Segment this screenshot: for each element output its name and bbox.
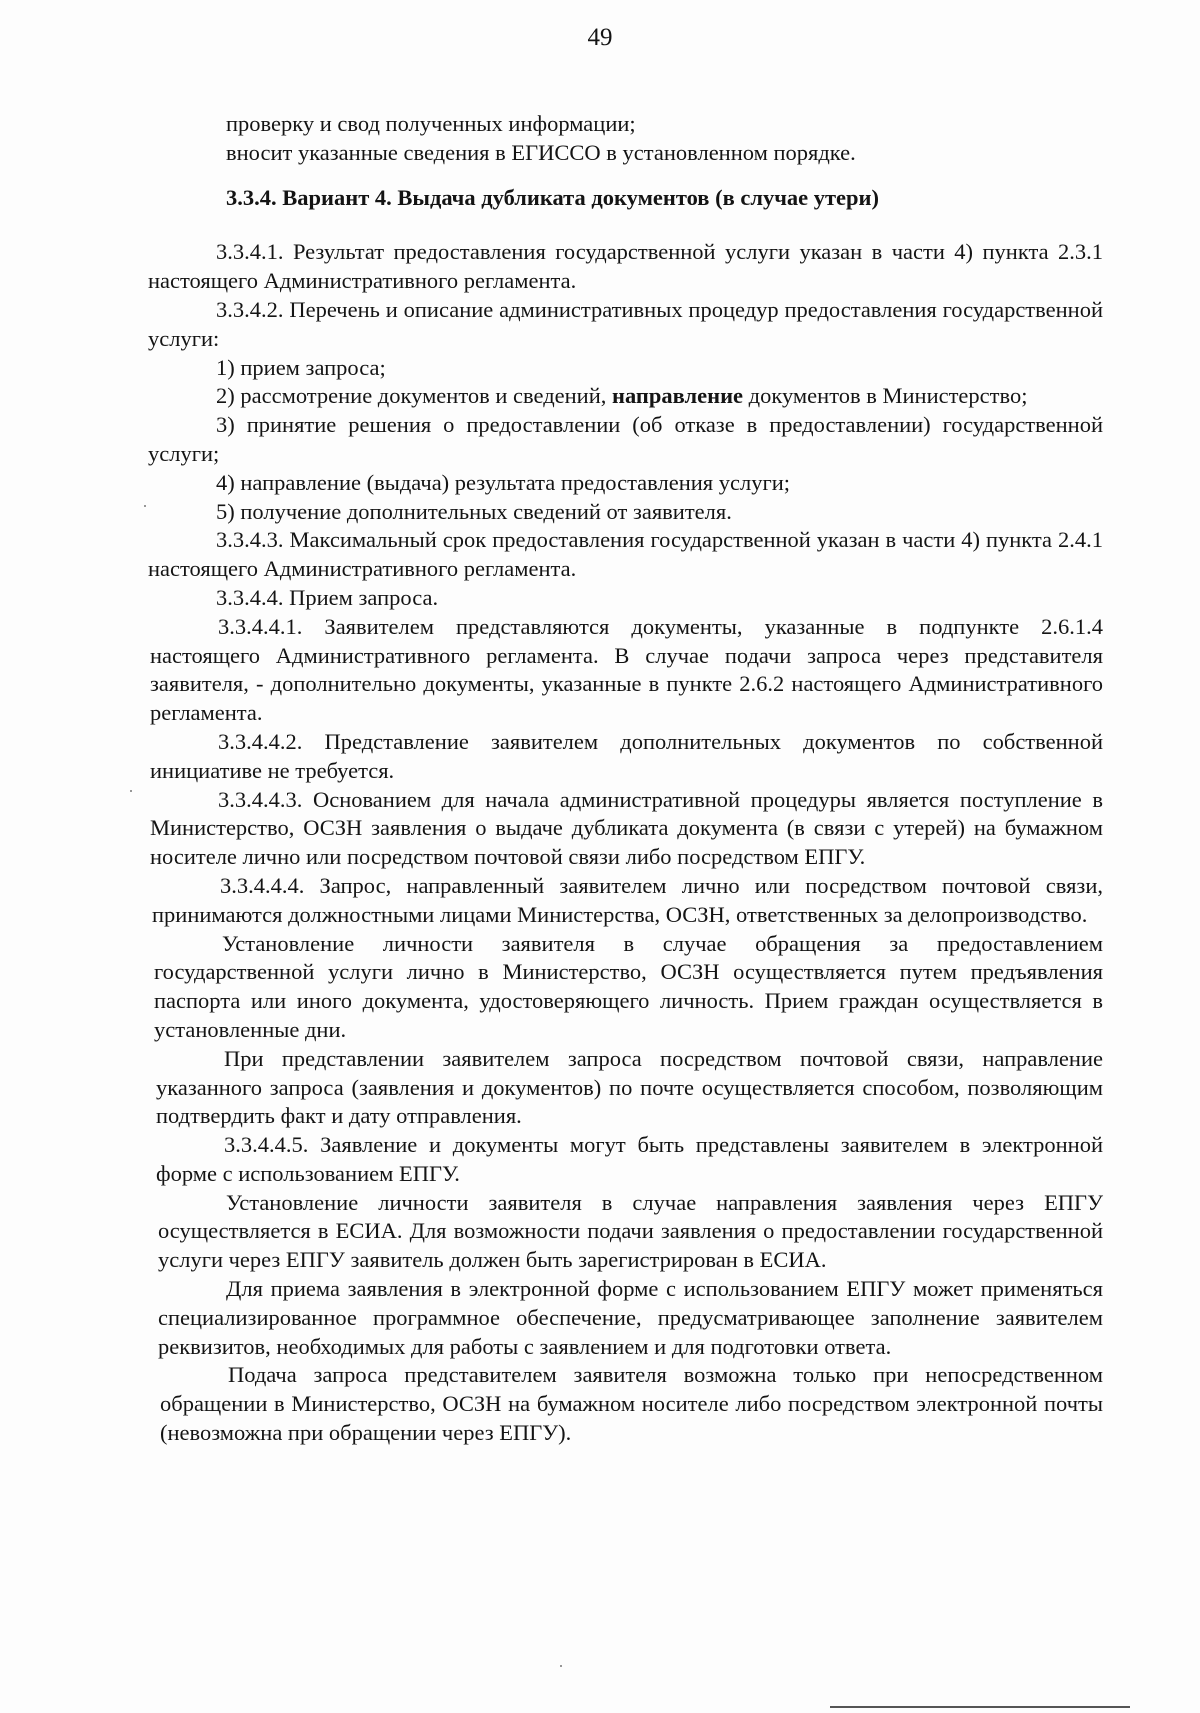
footer-rule (830, 1706, 1130, 1708)
paragraph: При представлении заявителем запроса посредством почтовой связи, направление указанного запроса (заявления и документов) по почте осуществляется способом, позволяющим подтвердить факт и дату отправления. (156, 1045, 1103, 1129)
list-item-text: 2) рассмотрение документов и сведений, (216, 383, 607, 409)
scan-artifact (130, 790, 132, 792)
list-item: 4) направление (выдача) результата предоставления услуги; (216, 469, 791, 495)
paragraph: Установление личности заявителя в случае обращения за предоставлением государственной услуги лично в Министерство, ОСЗН осуществляется путем предъявления паспорта или иного документа, удостоверяющего личность. Прием граждан осуществляется в установленные дни. (154, 930, 1103, 1042)
paragraph: Подача запроса представителем заявителя возможна только при непосредственном обращении в Министерство, ОСЗН на бумажном носителе либо посредством электронной почты (невозможна при обращении через ЕПГУ). (160, 1362, 1103, 1446)
scan-artifact (560, 1665, 562, 1667)
bold-text: направление (612, 383, 744, 409)
list-item: 5) получение дополнительных сведений от заявителя. (216, 498, 732, 524)
paragraph: Для приема заявления в электронной форме с использованием ЕПГУ может применяться специализированное программное обеспечение, предусматривающее заполнение заявителем реквизитов, необходимых для работы с заявлением и для подготовки ответа. (158, 1276, 1103, 1359)
paragraph: 3.3.4.4.3. Основанием для начала административной процедуры является поступление в Министерство, ОСЗН заявления о выдаче дубликата документа (в связи с утерей) на бумажном носителе лично или посредством почтовой связи либо посредством ЕПГУ. (150, 786, 1103, 870)
list-item: 1) прием запроса; (216, 354, 386, 380)
paragraph: 3.3.4.4. Прием запроса. (216, 584, 439, 610)
paragraph: 3.3.4.1. Результат предоставления государственной услуги указан в части 4) пункта 2.3.1 настоящего Административного регламента. (148, 239, 1103, 294)
paragraph: 3.3.4.3. Максимальный срок предоставления государственной указан в части 4) пункта 2.4.1 настоящего Административного регламента. (148, 527, 1103, 582)
paragraph: 3.3.4.4.2. Представление заявителем дополнительных документов по собственной инициативе не требуется. (150, 728, 1103, 783)
paragraph: 3.3.4.4.5. Заявление и документы могут быть представлены заявителем в электронной форме с использованием ЕПГУ. (156, 1132, 1103, 1186)
paragraph: проверку и свод полученных информации; (226, 111, 636, 136)
paragraph: 3.3.4.4.4. Запрос, направленный заявителем лично или посредством почтовой связи, принимаются должностными лицами Министерства, ОСЗН, ответственных за делопроизводство. (152, 872, 1103, 927)
scan-artifact (144, 505, 146, 507)
paragraph: Установление личности заявителя в случае направления заявления через ЕПГУ осуществляется в ЕСИА. Для возможности подачи заявления о предоставлении государственной услуги через ЕПГУ заявитель должен быть зарегистрирован в ЕСИА. (158, 1189, 1103, 1273)
page-number: 49 (587, 24, 613, 51)
list-item (148, 382, 1103, 411)
document-body (148, 110, 1103, 1448)
paragraph: 3.3.4.2. Перечень и описание административных процедур предоставления государственной услуги: (148, 296, 1103, 351)
list-item-text: документов в Министерство; (748, 383, 1028, 409)
paragraph: 3.3.4.4.1. Заявителем представляются документы, указанные в подпункте 2.6.1.4 настоящего Административного регламента. В случае подачи запроса через представителя заявителя, - дополнительно документы, указанные в пункте 2.6.2 настоящего Административного регламента. (150, 613, 1103, 726)
section-heading: 3.3.4. Вариант 4. Выдача дубликата документов (в случае утери) (226, 184, 880, 210)
list-item: 3) принятие решения о предоставлении (об отказе в предоставлении) государственной услуги; (148, 412, 1103, 466)
paragraph: вносит указанные сведения в ЕГИССО в установленном порядке. (226, 139, 856, 165)
